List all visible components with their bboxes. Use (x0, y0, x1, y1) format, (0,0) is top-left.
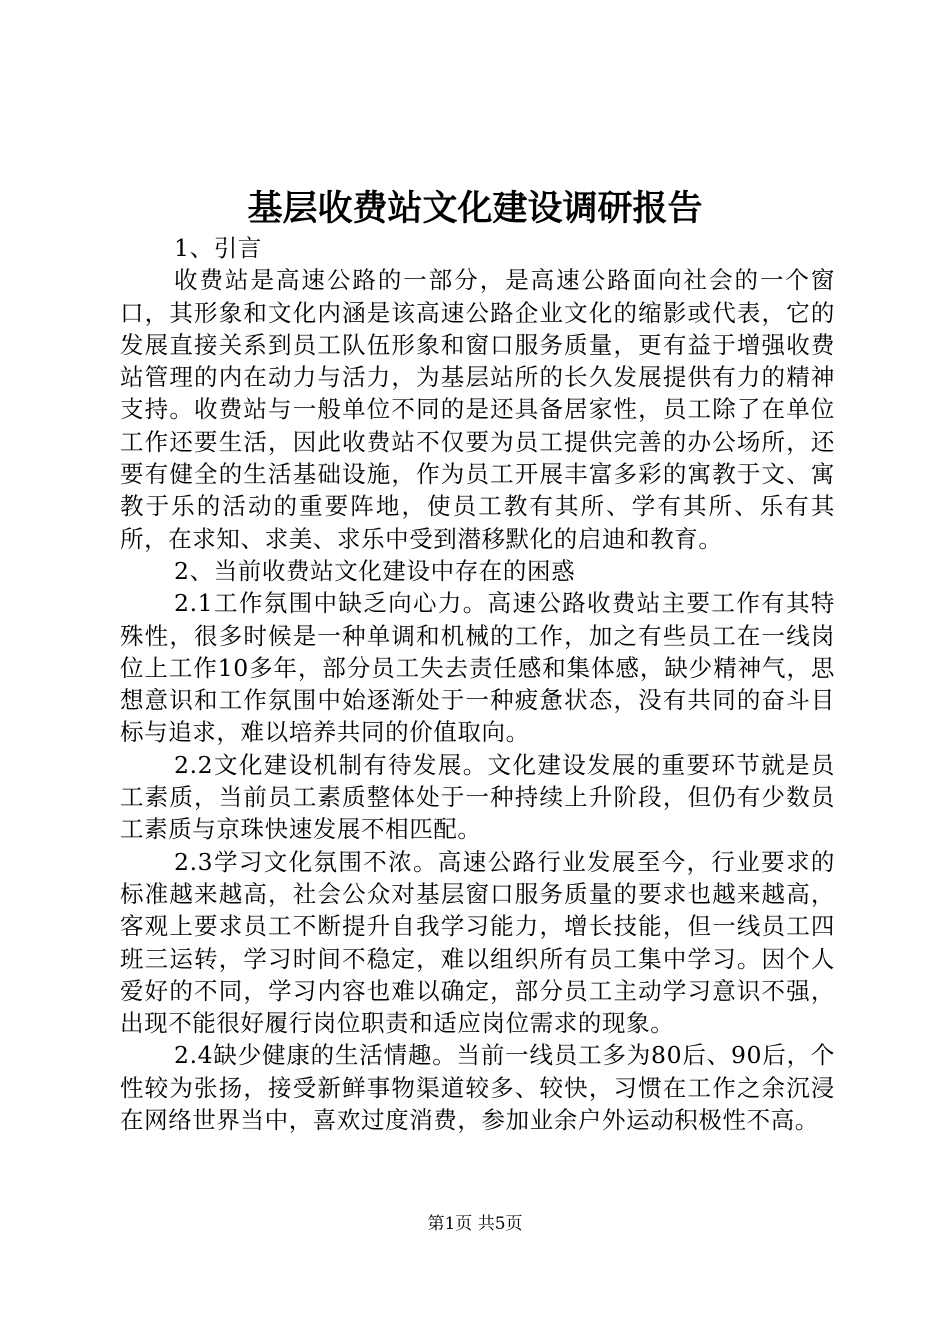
document-body (120, 232, 835, 1136)
section-heading-intro: 1、引言 (174, 234, 262, 262)
document-title: 基层收费站文化建设调研报告 (247, 188, 703, 229)
paragraph-intro: 收费站是高速公路的一部分，是高速公路面向社会的一个窗口，其形象和文化内涵是该高速公路企业文化的缩影或代表，它的发展直接关系到员工队伍形象和窗口服务质量，更有益于增强收费站管理的内在动力与活力，为基层站所的长久发展提供有力的精神支持。收费站与一般单位不同的是还具备居家性，员工除了在单位工作还要生活，因此收费站不仅要为员工提供完善的办公场所，还要有健全的生活基础设施，作为员工开展丰富多彩的寓教于文、寓教于乐的活动的重要阵地，使员工教有其所、学有其所、乐有其所，在求知、求美、求乐中受到潜移默化的启迪和教育。 (120, 266, 835, 553)
section-heading-issues: 2、当前收费站文化建设中存在的困惑 (174, 556, 576, 585)
paragraph-2-4: 2.4缺少健康的生活情趣。当前一线员工多为80后、90后，个性较为张扬，接受新鲜事物渠道较多、较快，习惯在工作之余沉浸在网络世界当中，喜欢过度消费，参加业余户外运动积极性不高。 (120, 1041, 835, 1135)
paragraph-2-1: 2.1工作氛围中缺乏向心力。高速公路收费站主要工作有其特殊性，很多时候是一种单调和机械的工作，加之有些员工在一线岗位上工作10多年，部分员工失去责任感和集体感，缺少精神气，思想意识和工作氛围中始逐渐处于一种疲惫状态，没有共同的奋斗目标与追求，难以培养共同的价值取向。 (120, 589, 835, 747)
page-footer: 第1页 共5页 (427, 1214, 523, 1234)
paragraph-2-3: 2.3学习文化氛围不浓。高速公路行业发展至今，行业要求的标准越来越高，社会公众对基层窗口服务质量的要求也越来越高，客观上要求员工不断提升自我学习能力，增长技能，但一线员工四班三运转，学习时间不稳定，难以组织所有员工集中学习。因个人爱好的不同，学习内容也难以确定，部分员工主动学习意识不强，出现不能很好履行岗位职责和适应岗位需求的现象。 (120, 847, 835, 1038)
paragraph-2-2: 2.2文化建设机制有待发展。文化建设发展的重要环节就是员工素质，当前员工素质整体处于一种持续上升阶段，但仍有少数员工素质与京珠快速发展不相匹配。 (120, 750, 835, 844)
